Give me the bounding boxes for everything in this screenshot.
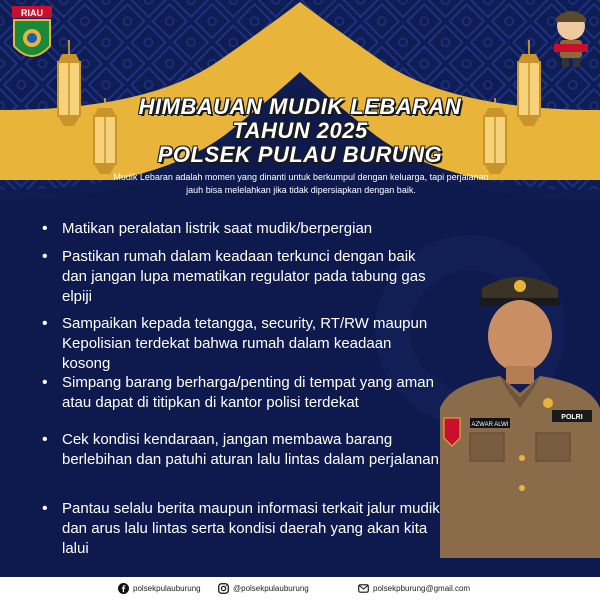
- title-line-2: TAHUN 2025: [232, 118, 368, 143]
- bullet-marker: •: [42, 248, 48, 265]
- email-link[interactable]: [358, 582, 470, 595]
- email-icon: [358, 583, 369, 594]
- instagram-icon: [218, 583, 229, 594]
- name-tag: AZWAR ALWI: [471, 422, 509, 428]
- list-item-text: Sampaikan kepada tetangga, security, RT/RW maupun Kepolisian terdekat bahwa rumah dalam keadaan kosong: [62, 315, 428, 372]
- list-item-text: Pantau selalu berita maupun informasi terkait jalur mudik dan arus lalu lintas serta kondisi daerah yang akan kita lalui: [62, 500, 440, 557]
- badge-text: RIAU: [21, 8, 43, 18]
- facebook-icon: [118, 583, 129, 594]
- facebook-handle: polsekpulauburung: [133, 583, 201, 593]
- bullet-marker: •: [42, 431, 48, 448]
- list-item: [42, 499, 442, 559]
- lantern-icon: [52, 40, 86, 140]
- facebook-link[interactable]: [118, 582, 201, 595]
- mascot-icon: [548, 4, 594, 68]
- list-item-text: Pastikan rumah dalam keadaan terkunci dengan baik dan jangan lupa mematikan regulator pada tabung gas elpiji: [62, 248, 426, 305]
- list-item: [42, 247, 442, 307]
- title-line-1: HIMBAUAN MUDIK LEBARAN: [138, 94, 462, 119]
- list-item-text: Cek kondisi kendaraan, jangan membawa barang berlebihan dan patuhi aturan lalu lintas dalam perjalanan: [62, 431, 439, 468]
- list-item: [42, 430, 442, 470]
- bullet-marker: •: [42, 315, 48, 332]
- list-item: [42, 219, 442, 239]
- email-address: polsekpburung@gmail.com: [373, 583, 471, 593]
- title-line-3: POLSEK PULAU BURUNG: [157, 142, 443, 167]
- shoulder-text: POLRI: [561, 414, 583, 421]
- bullet-marker: •: [42, 220, 48, 237]
- bullet-marker: •: [42, 500, 48, 517]
- page-title: [90, 95, 510, 167]
- list-item: [42, 314, 442, 374]
- lantern-icon: [512, 40, 546, 140]
- badge-icon: [10, 6, 54, 66]
- instagram-link[interactable]: [218, 582, 309, 595]
- instagram-handle: @polsekpulauburung: [233, 583, 309, 593]
- footer: [0, 577, 600, 600]
- list-item-text: Matikan peralatan listrik saat mudik/berpergian: [62, 220, 373, 237]
- officer-photo: [430, 258, 600, 558]
- intro-text: Mudik Lebaran adalah momen yang dinanti untuk berkumpul dengan keluarga, tapi perjalanan jauh bisa melelahkan jika tidak dipersiapkan dengan baik.: [113, 172, 489, 195]
- bullet-marker: •: [42, 374, 48, 391]
- list-item-text: Simpang barang berharga/penting di tempat yang aman atau dapat di titipkan di kantor polisi terdekat: [62, 374, 434, 411]
- list-item: [42, 373, 442, 413]
